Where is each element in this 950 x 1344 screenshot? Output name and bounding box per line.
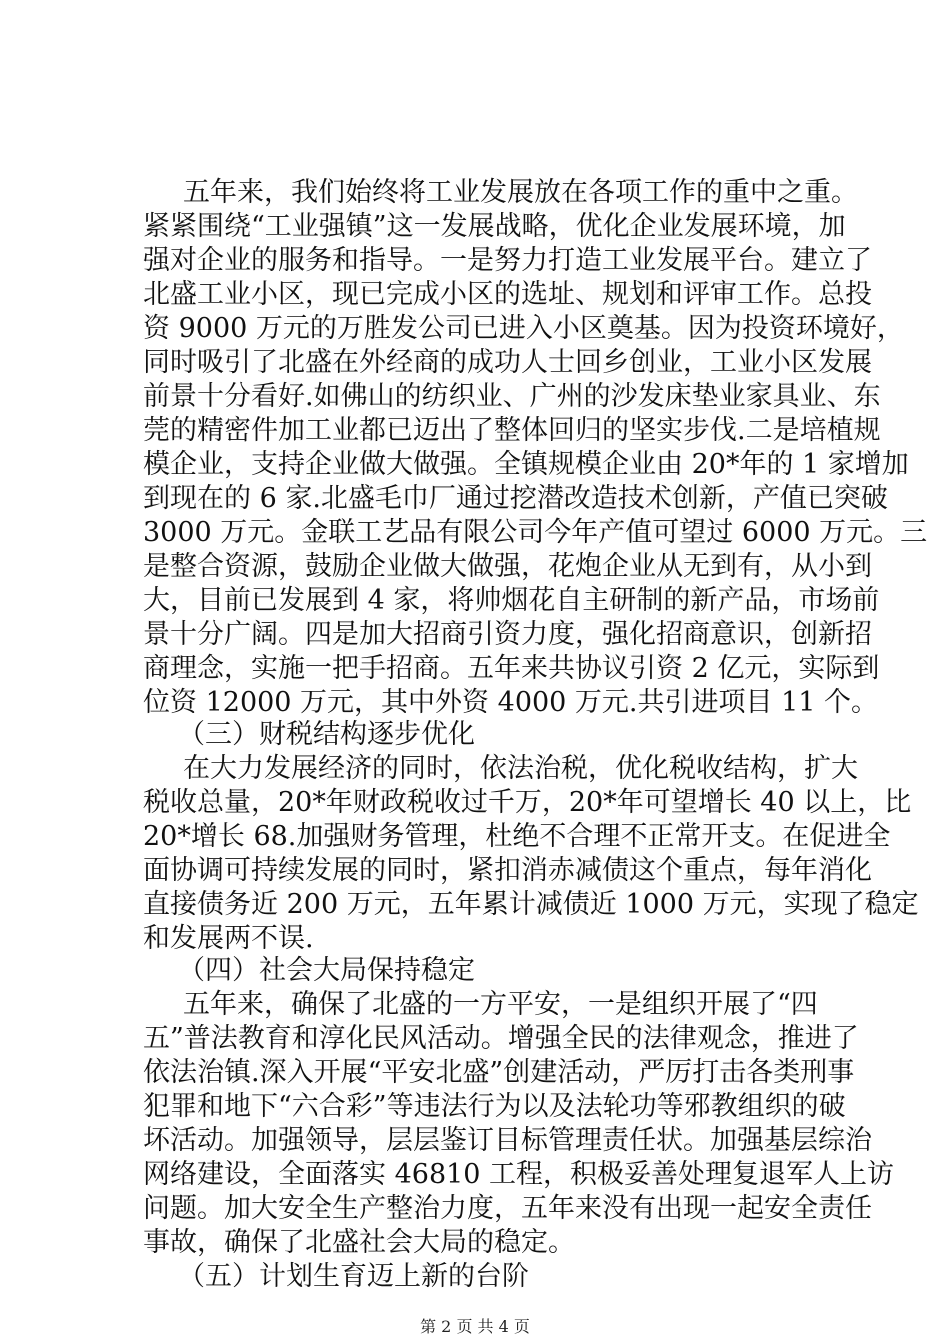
text-line: 和发展两不误. xyxy=(143,923,314,954)
text-line: 依法治镇.深入开展“平安北盛”创建活动，严厉打击各类刑事 xyxy=(143,1057,855,1088)
text-line: 五年来，我们始终将工业发展放在各项工作的重中之重。 xyxy=(183,177,858,208)
text-line: 资 9000 万元的万胜发公司已进入小区奠基。因为投资环境好， xyxy=(143,313,904,344)
text-line: 前景十分看好.如佛山的纺织业、广州的沙发床垫业家具业、东 xyxy=(143,381,881,412)
text-line: 面协调可持续发展的同时，紧扣消赤减债这个重点，每年消化 xyxy=(143,855,872,886)
text-line: 景十分广阔。四是加大招商引资力度，强化招商意识，创新招 xyxy=(143,619,872,650)
text-line: 同时吸引了北盛在外经商的成功人士回乡创业，工业小区发展 xyxy=(143,347,872,378)
text-line: 模企业，支持企业做大做强。全镇规模企业由 20*年的 1 家增加 xyxy=(143,449,909,480)
text-line: 到现在的 6 家.北盛毛巾厂通过挖潜改造技术创新，产值已突破 xyxy=(143,483,888,514)
text-line: 位资 12000 万元，其中外资 4000 万元.共引进项目 11 个。 xyxy=(143,687,879,718)
text-line: 税收总量，20*年财政税收过千万，20*年可望增长 40 以上，比 xyxy=(143,787,912,818)
text-line: 坏活动。加强领导，层层鉴订目标管理责任状。加强基层综治 xyxy=(143,1125,872,1156)
text-line: 强对企业的服务和指导。一是努力打造工业发展平台。建立了 xyxy=(143,245,872,276)
text-line: 北盛工业小区，现已完成小区的选址、规划和评审工作。总投 xyxy=(143,279,872,310)
section-heading: （三）财税结构逐步优化 xyxy=(178,719,475,750)
text-line: 犯罪和地下“六合彩”等违法行为以及法轮功等邪教组织的破 xyxy=(143,1091,846,1122)
text-line: 3000 万元。金联工艺品有限公司今年产值可望过 6000 万元。三 xyxy=(143,517,928,548)
text-line: 是整合资源，鼓励企业做大做强，花炮企业从无到有，从小到 xyxy=(143,551,872,582)
text-line: 20*增长 68.加强财务管理，杜绝不合理不正常开支。在促进全 xyxy=(143,821,891,852)
text-line: 紧紧围绕“工业强镇”这一发展战略，优化企业发展环境，加 xyxy=(143,211,846,242)
page-number-footer: 第 2 页 共 4 页 xyxy=(420,1317,530,1336)
text-line: 大，目前已发展到 4 家，将帅烟花自主研制的新产品，市场前 xyxy=(143,585,880,616)
text-line: 商理念，实施一把手招商。五年来共协议引资 2 亿元，实际到 xyxy=(143,653,880,684)
text-line: 五”普法教育和淳化民风活动。增强全民的法律观念，推进了 xyxy=(143,1023,859,1054)
text-line: 问题。加大安全生产整治力度，五年来没有出现一起安全责任 xyxy=(143,1193,872,1224)
text-line: 莞的精密件加工业都已迈出了整体回归的坚实步伐.二是培植规 xyxy=(143,415,881,446)
text-line: 网络建设，全面落实 46810 工程，积极妥善处理复退军人上访 xyxy=(143,1159,895,1190)
text-line: 事故，确保了北盛社会大局的稳定。 xyxy=(143,1227,575,1258)
section-heading: （五）计划生育迈上新的台阶 xyxy=(178,1261,529,1292)
text-line: 直接债务近 200 万元，五年累计减债近 1000 万元，实现了稳定 xyxy=(143,889,919,920)
text-line: 五年来，确保了北盛的一方平安，一是组织开展了“四 xyxy=(183,989,818,1020)
text-line: 在大力发展经济的同时，依法治税，优化税收结构，扩大 xyxy=(183,753,858,784)
section-heading: （四）社会大局保持稳定 xyxy=(178,955,475,986)
